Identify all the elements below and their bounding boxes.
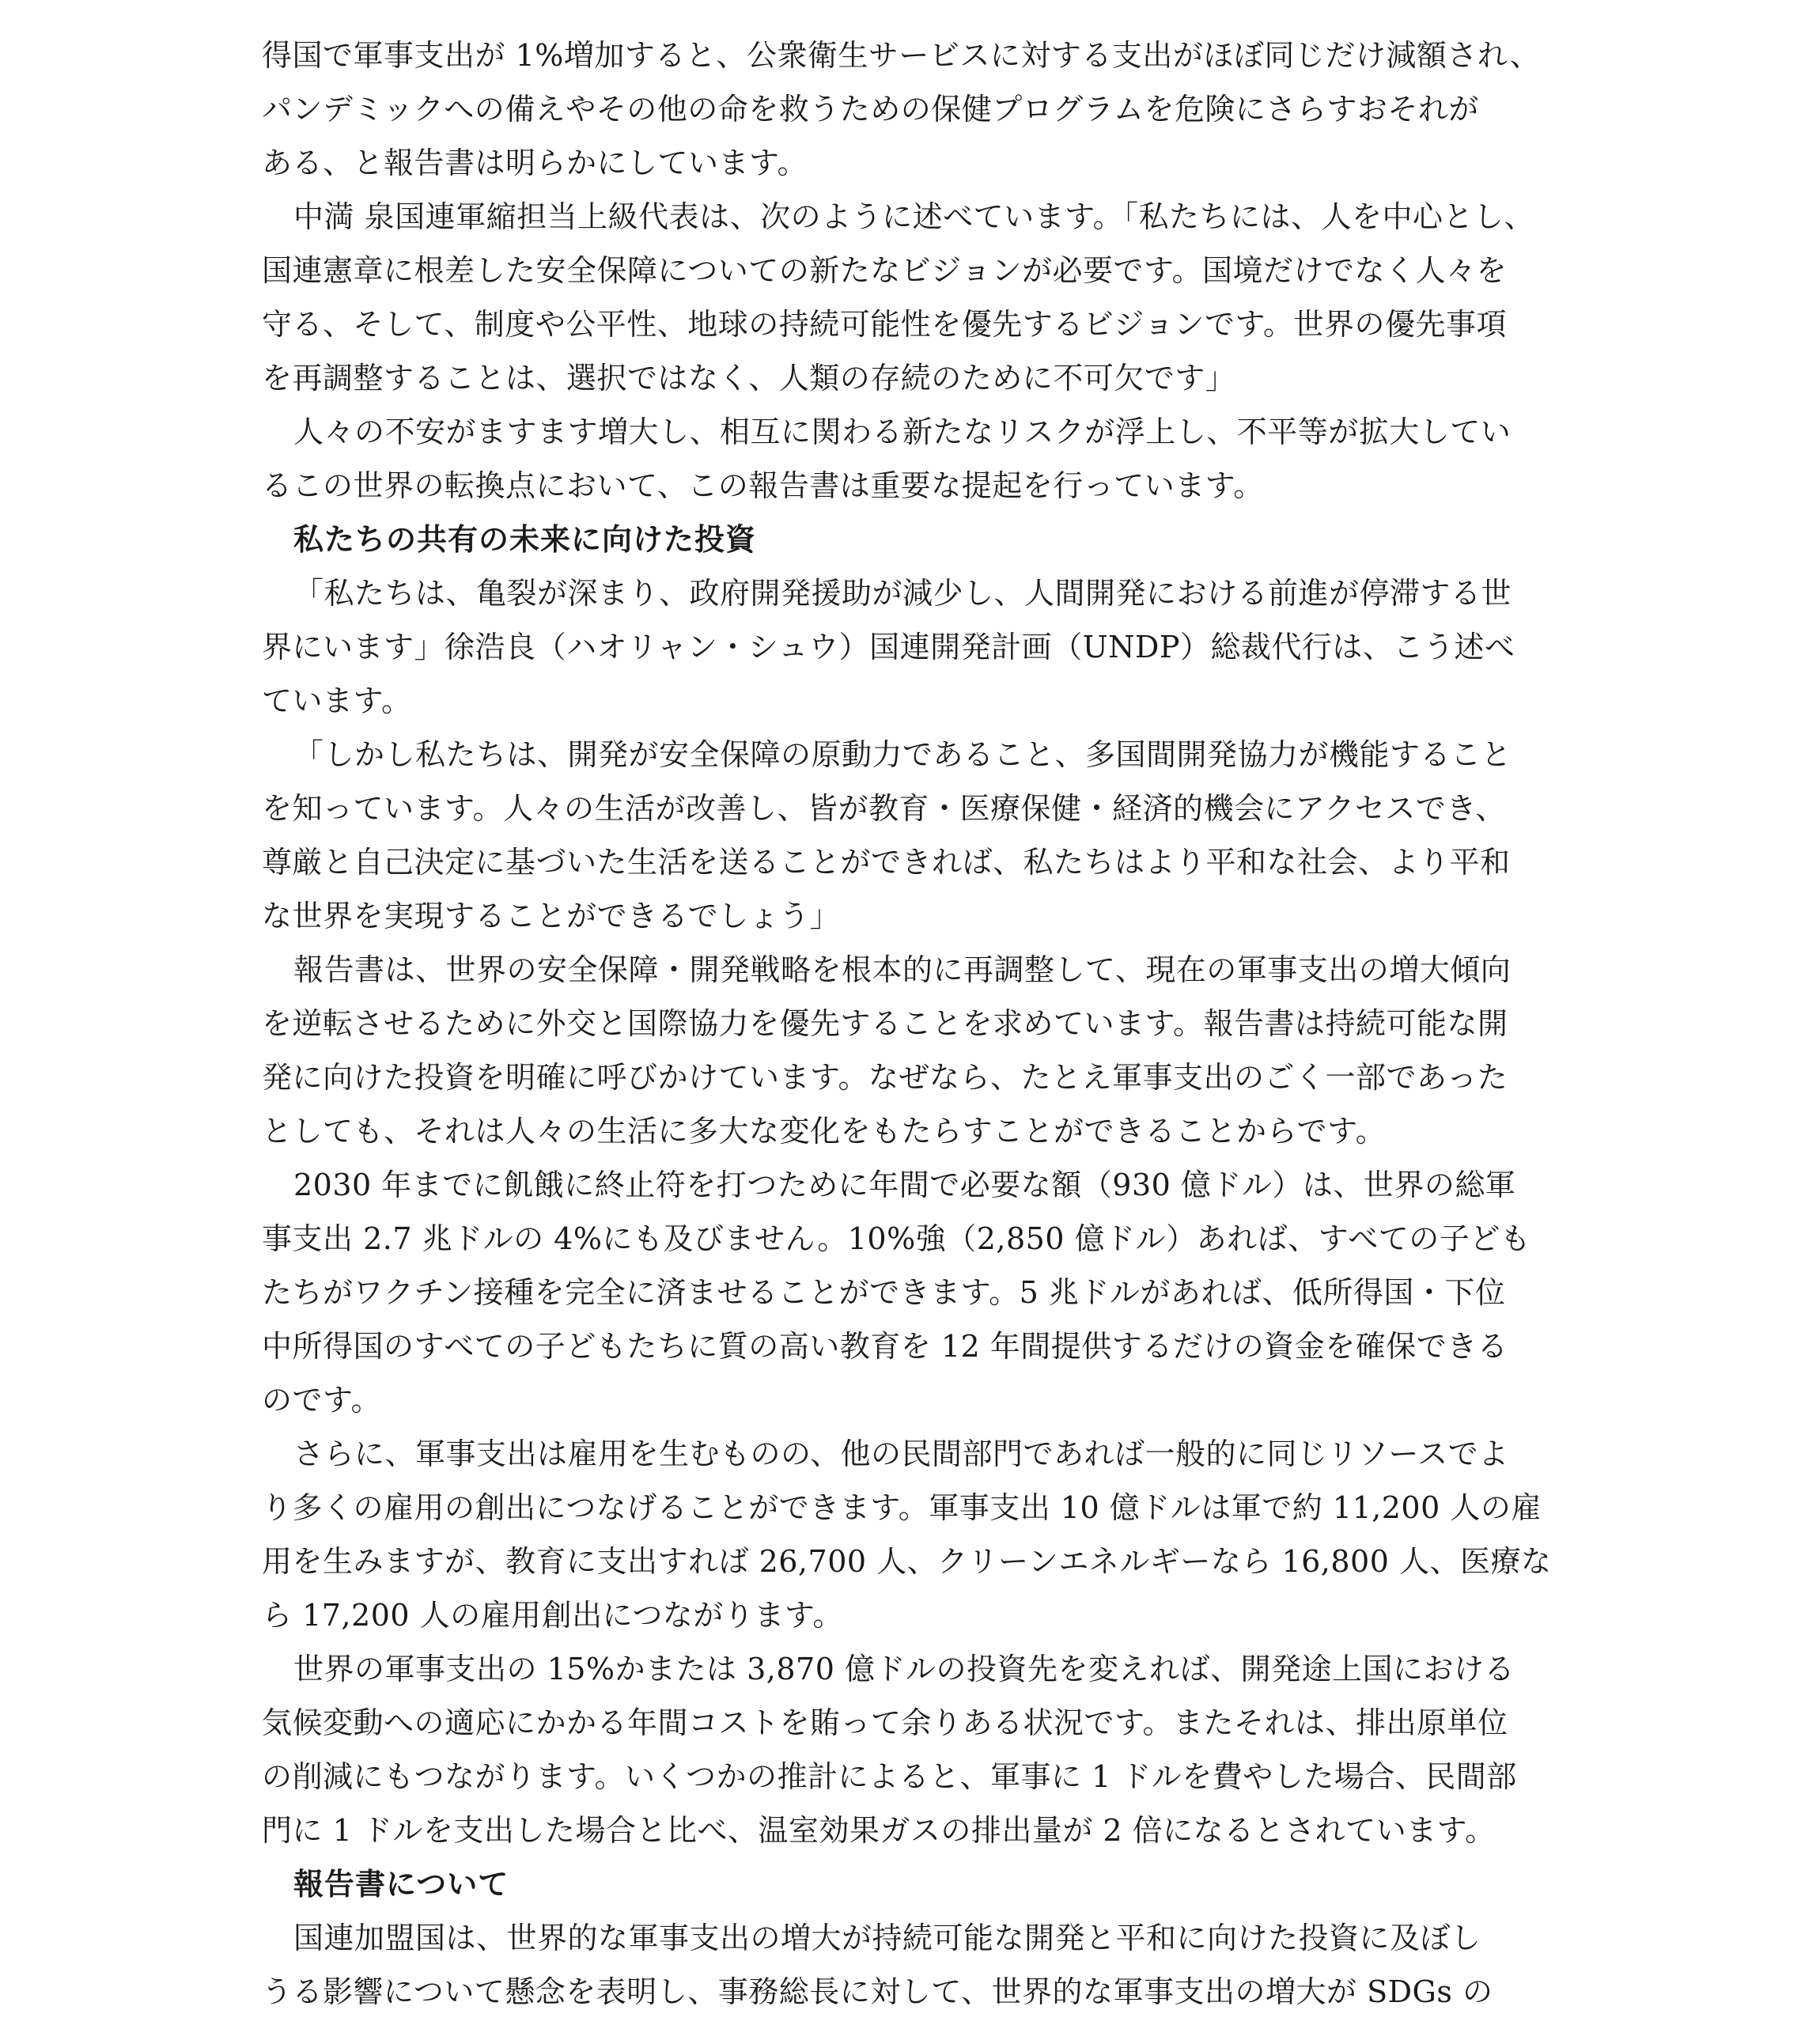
text-line: ら 17,200 人の雇用創出につながります。	[262, 1598, 843, 1633]
text-line: 中所得国のすべての子どもたちに質の高い教育を 12 年間提供するだけの資金を確保できる	[262, 1329, 1508, 1364]
text-line: パンデミックへの備えやその他の命を救うための保健プログラムを危険にさらすおそれが	[262, 92, 1479, 127]
text-line: 「私たちは、亀裂が深まり、政府開発援助が減少し、人間開発における前進が停滞する世	[293, 576, 1512, 611]
text-line: 「しかし私たちは、開発が安全保障の原動力であること、多国間開発協力が機能すること	[293, 737, 1512, 772]
text-line: 人々の不安がますます増大し、相互に関わる新たなリスクが浮上し、不平等が拡大してい	[293, 414, 1512, 449]
text-line: 発に向けた投資を明確に呼びかけています。なぜなら、たとえ軍事支出のごく一部であった	[262, 1060, 1508, 1095]
text-line: な世界を実現することができるでしょう」	[262, 899, 841, 933]
text-line: 世界の軍事支出の 15%かまたは 3,870 億ドルの投資先を変えれば、開発途上国における	[293, 1652, 1515, 1686]
text-line: 得国で軍事支出が 1%増加すると、公衆衛生サービスに対する支出がほぼ同じだけ減額され、	[262, 38, 1541, 73]
text-line: 守る、そして、制度や公平性、地球の持続可能性を優先するビジョンです。世界の優先事項	[262, 307, 1507, 342]
text-line: 界にいます」徐浩良（ハオリャン・シュウ）国連開発計画（UNDP）総裁代行は、こう述べ	[262, 630, 1515, 664]
text-line: の削減にもつながります。いくつかの推計によると、軍事に 1 ドルを費やした場合、民間部	[262, 1759, 1517, 1794]
text-line: を知っています。人々の生活が改善し、皆が教育・医療保健・経済的機会にアクセスでき、	[262, 791, 1506, 826]
text-line: を再調整することは、選択ではなく、人類の存続のために不可欠です」	[262, 361, 1236, 396]
text-line: たちがワクチン接種を完全に済ませることができます。5 兆ドルがあれば、低所得国・下位	[262, 1275, 1506, 1310]
text-line: 国連憲章に根差した安全保障についての新たなビジョンが必要です。国境だけでなく人々を	[262, 253, 1507, 288]
text-line: ある、と報告書は明らかにしています。	[262, 146, 808, 180]
text-line: ています。	[262, 683, 412, 718]
text-line: り多くの雇用の創出につなげることができます。軍事支出 10 億ドルは軍で約 11,200 人の雇	[262, 1490, 1542, 1525]
text-line: 尊厳と自己決定に基づいた生活を送ることができれば、私たちはより平和な社会、より平和	[262, 845, 1511, 880]
text-line: 中満 泉国連軍縮担当上級代表は、次のように述べています。「私たちには、人を中心とし、	[293, 199, 1535, 234]
text-line: うる影響について懸念を表明し、事務総長に対して、世界的な軍事支出の増大が SDGs の	[262, 1974, 1493, 2009]
text-line: 事支出 2.7 兆ドルの 4%にも及びません。10%強（2,850 億ドル）あれば、すべての子ども	[262, 1221, 1531, 1256]
section-heading: 報告書について	[293, 1867, 509, 1902]
text-line: 報告書は、世界の安全保障・開発戦略を根本的に再調整して、現在の軍事支出の増大傾向	[293, 952, 1512, 987]
text-line: るこの世界の転換点において、この報告書は重要な提起を行っています。	[262, 468, 1264, 503]
text-line: 国連加盟国は、世界的な軍事支出の増大が持続可能な開発と平和に向けた投資に及ぼし	[293, 1921, 1481, 1955]
section-heading: 私たちの共有の未来に向けた投資	[293, 522, 757, 557]
text-line: 2030 年までに飢餓に終止符を打つために年間で必要な額（930 億ドル）は、世界の総軍	[293, 1168, 1516, 1202]
text-line: 門に 1 ドルを支出した場合と比べ、温室効果ガスの排出量が 2 倍になるとされています。	[262, 1813, 1496, 1848]
text-line: 気候変動への適応にかかる年間コストを賄って余りある状況です。またそれは、排出原単位	[262, 1705, 1508, 1740]
text-line: としても、それは人々の生活に多大な変化をもたらすことができることからです。	[262, 1114, 1387, 1149]
text-line: を逆転させるために外交と国際協力を優先することを求めています。報告書は持続可能な開	[262, 1006, 1508, 1041]
document-page	[262, 0, 1559, 2025]
text-line: のです。	[262, 1383, 381, 1418]
text-line: 用を生みますが、教育に支出すれば 26,700 人、クリーンエネルギーなら 16,800 人、医療な	[262, 1544, 1552, 1579]
text-line: さらに、軍事支出は雇用を生むものの、他の民間部門であれば一般的に同じリソースでよ	[293, 1436, 1509, 1471]
